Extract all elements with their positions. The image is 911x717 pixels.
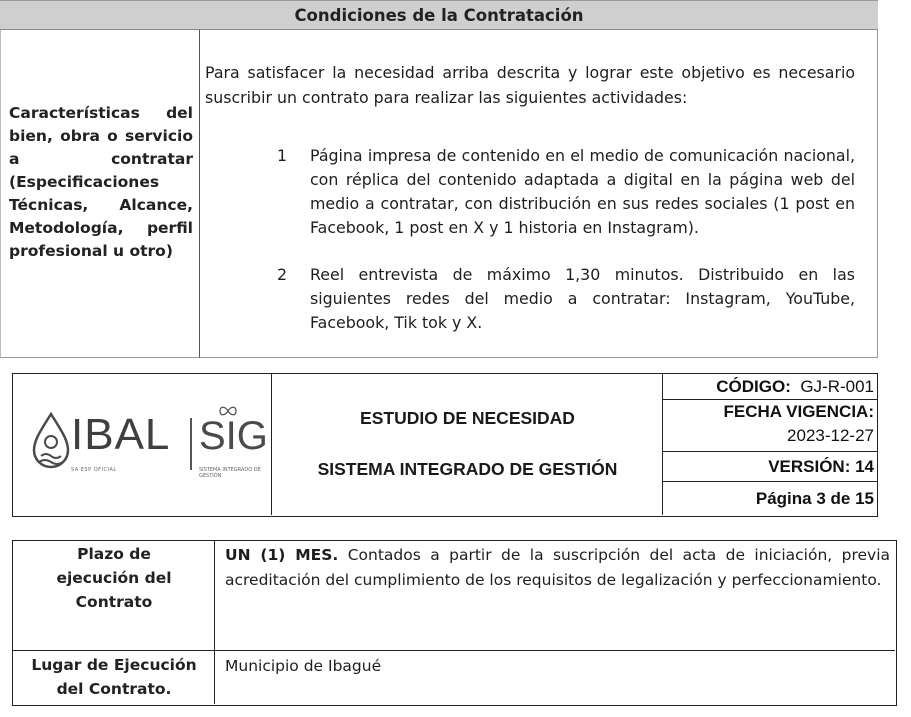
code-value: GJ-R-001 [800, 377, 874, 396]
logo-subtitle: SA ESP OFICIAL [71, 467, 117, 473]
logo-subtitle: SISTEMA INTEGRADO DE GESTIÓN [199, 467, 261, 479]
contract-conditions-section [0, 0, 878, 358]
section-header: Condiciones de la Contratación [0, 0, 878, 30]
row-label: Plazo de [77, 545, 151, 563]
duration-description: Contados a partir de la suscripción del acta de iniciación, previa acreditación del cumplimiento de los requisitos de legalización y perfeccionamiento. [225, 546, 890, 589]
activity-number: 2 [277, 265, 288, 284]
row-value [225, 543, 890, 593]
water-drop-logo-icon [31, 412, 71, 470]
row-label-cell [13, 541, 215, 650]
activity-number: 1 [277, 146, 288, 165]
row-label: ejecución del [56, 569, 172, 587]
label-cell [0, 30, 200, 358]
duration-value: UN (1) MES. [225, 546, 339, 564]
row-label: del Contrato. [56, 680, 172, 698]
infinity-mark-icon [219, 404, 237, 418]
activity-item: Reel entrevista de máximo 1,30 minutos. Distribuido en las siguientes redes del medio a contratar: Instagram, YouTube, Facebook, Tik tok y X. [310, 265, 855, 332]
row-label: Lugar de Ejecución [31, 656, 197, 674]
logo-sig-text: SIG [199, 414, 268, 458]
contract-details-table [12, 540, 897, 706]
row-label-cell [13, 651, 215, 704]
document-title: ESTUDIO DE NECESIDAD [360, 408, 575, 428]
table-row [13, 651, 895, 704]
version: VERSIÓN: 14 [663, 452, 877, 482]
code-row [663, 374, 877, 400]
characteristics-label: Características del bien, obra o servicio a contratar (Especificaciones Técnicas, Alcance, Metodología, perfil profesional u otro) [9, 104, 193, 260]
metadata-cell [663, 374, 877, 515]
activity-item: Página impresa de contenido en el medio de comunicación nacional, con réplica del contenido adaptada a digital en la página web del medio a contratar, con distribución en sus redes sociales (1 post en Facebook, 1 post en X y 1 historia en Instagram). [310, 146, 855, 237]
document-header [12, 373, 878, 517]
validity-value: 2023-12-27 [663, 424, 877, 452]
code-label: CÓDIGO: [716, 377, 791, 396]
logo-cell [13, 374, 272, 515]
intro-paragraph: Para satisfacer la necesidad arriba descrita y lograr este objetivo es necesario suscribir un contrato para realizar las siguientes actividades: [205, 63, 855, 107]
row-value: Municipio de Ibagué [225, 657, 382, 675]
content-cell [200, 30, 878, 358]
validity-label: FECHA VIGENCIA: [723, 402, 874, 421]
row-label: Contrato [75, 593, 153, 611]
table-row [13, 541, 895, 651]
logo-ibal-text: IBAL [71, 410, 171, 459]
page-number: Página 3 de 15 [755, 489, 874, 508]
system-name: SISTEMA INTEGRADO DE GESTIÓN [317, 459, 618, 479]
title-cell [272, 374, 663, 515]
logo-divider [190, 418, 192, 470]
